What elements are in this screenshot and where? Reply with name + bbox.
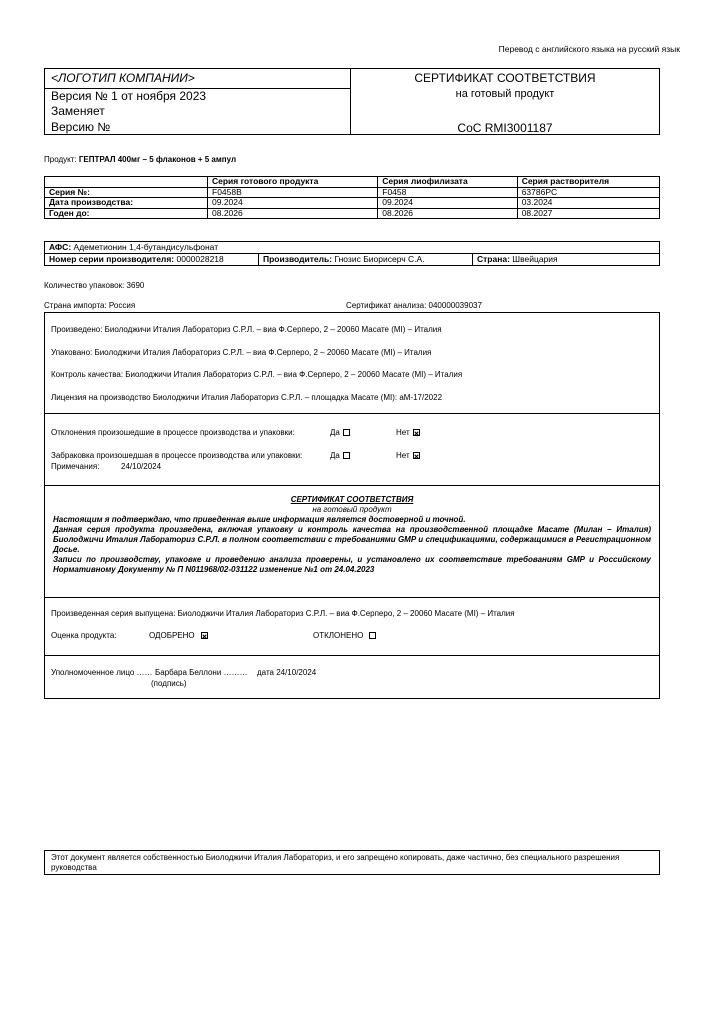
mfr-batch-label: Номер серии производителя: (49, 254, 175, 264)
series-table (44, 176, 660, 219)
released-by: Произведенная серия выпущена: Биолоджичи Италия Лабораториз С.Р.Л. – виа Ф.Серперо, 2 – 20060 Масате (MI) – Италия (51, 609, 515, 618)
country-cell (473, 254, 660, 266)
declaration-title: СЕРТИФИКАТ СООТВЕТСТВИЯ (290, 495, 414, 504)
afs-cell (45, 242, 660, 254)
table-row (45, 254, 660, 266)
signature-date: дата 24/10/2024 (257, 668, 317, 677)
no-label: Нет (396, 428, 410, 437)
ownership-footer: Этот документ является собственностью Биолоджичи Италия Лабораториз, и его запрещено копировать, даже частично, без специального разрешения руководства (44, 850, 660, 875)
company-logo-placeholder: <ЛОГОТИП КОМПАНИИ> (45, 71, 350, 89)
table-row (45, 187, 660, 198)
document-header (44, 68, 660, 135)
qc-site: Контроль качества: Биолоджичи Италия Лабораториз С.Р.Л. – виа Ф.Серперо, 2 – 20060 Масате (MI) – Италия (51, 370, 463, 379)
release-section (45, 597, 659, 656)
import-country: Страна импорта: Россия (44, 301, 136, 310)
declaration-paragraph-2: Данная серия продукта произведена, включая упаковку и контроль качества на производственной площадке Масате (Милан – Италия) Биолоджичи Италия Лабораториз С.Р.Л. в полном соответствии с требованиями GMP и спецификациями, содержащимися в Регистрационном Досье. (53, 525, 651, 554)
version-line: Версия № 1 от ноября 2023 (51, 88, 207, 103)
table-row (45, 198, 660, 209)
table-cell: 08.2027 (517, 208, 659, 219)
series-table-header (45, 177, 660, 188)
packed-site: Упаковано: Биолоджичи Италия Лабораториз С.Р.Л. – виа Ф.Серперо, 2 – 20060 Масате (MI) – Италия (51, 348, 432, 357)
rejected-label: ОТКЛОНЕНО (313, 631, 364, 640)
api-table (44, 241, 660, 266)
manufacturer-value: Гнозис Биорисерч С.А. (334, 254, 425, 264)
header-left (45, 69, 351, 134)
afs-value: Адеметионин 1,4-бутандисульфонат (73, 242, 219, 252)
checkbox-empty-icon[interactable] (343, 429, 350, 436)
import-line (44, 301, 660, 310)
certificate-main-box (44, 312, 660, 699)
rejected-option[interactable] (313, 631, 376, 640)
table-row (45, 242, 660, 254)
checkbox-empty-icon[interactable] (343, 452, 350, 459)
analysis-certificate: Сертификат анализа: 040000039037 (346, 301, 482, 310)
country-label: Страна: (477, 254, 510, 264)
previous-version-line: Версию № (51, 119, 111, 134)
row-label: Серия №: (45, 187, 208, 198)
notes-label: Примечания: (51, 462, 100, 471)
table-cell: 63786PC (517, 187, 659, 198)
signatory-name: Барбара Беллони ……… (155, 668, 248, 677)
replaces-line: Заменяет (51, 104, 105, 118)
mfr-batch-cell (45, 254, 259, 266)
sites-section (45, 313, 659, 414)
checkbox-empty-icon[interactable] (369, 632, 376, 639)
rejection-no-option[interactable] (396, 451, 420, 460)
document-subtitle: на готовый продукт (455, 88, 555, 100)
checkbox-checked-icon[interactable] (413, 452, 420, 459)
pack-count: Количество упаковок: 3690 (44, 281, 145, 290)
approved-option[interactable] (149, 631, 208, 640)
table-cell: 08.2026 (378, 208, 517, 219)
signature-note: (подпись) (151, 679, 187, 688)
deviation-label: Отклонения произошедшие в процессе производства и упаковки: (51, 428, 295, 437)
declaration-section (45, 485, 659, 598)
afs-label: АФС: (49, 242, 72, 252)
declaration-subtitle: на готовый продукт (312, 505, 392, 514)
table-cell: F0458 (378, 187, 517, 198)
declaration-paragraph-3: Записи по производству, упаковке и проведению анализа проверены, и установлено их соответствие требованиям GMP и Российскому Нормативному Документу № П N011968/02-031122 изменение №1 от 24.04.2023 (53, 555, 651, 574)
translation-note: Перевод с английского языка на русский язык (498, 44, 680, 54)
table-cell: 09.2024 (208, 198, 378, 209)
rejection-label: Забраковка произошедшая в процессе производства или упаковки: (51, 451, 303, 460)
manufacturer-cell (259, 254, 473, 266)
no-label: Нет (396, 451, 410, 460)
deviations-section (45, 413, 659, 486)
header-finished-batch: Серия готового продукта (208, 177, 378, 188)
empty-corner-cell (45, 177, 208, 188)
approved-label: ОДОБРЕНО (149, 631, 195, 640)
header-right (351, 69, 659, 134)
table-cell: 08.2026 (208, 208, 378, 219)
table-cell: F0458B (208, 187, 378, 198)
country-value: Швейцария (512, 254, 558, 264)
yes-label: Да (330, 428, 340, 437)
product-name: ГЕПТРАЛ 400мг – 5 флаконов + 5 ампул (78, 155, 237, 164)
product-line (44, 155, 236, 164)
table-cell: 09.2024 (378, 198, 517, 209)
header-solvent-batch: Серия растворителя (517, 177, 659, 188)
declaration-body (53, 495, 651, 575)
product-label: Продукт: (44, 155, 77, 164)
checkbox-checked-icon[interactable] (201, 632, 208, 639)
rejection-yes-option[interactable] (330, 451, 350, 460)
row-label: Дата производства: (45, 198, 208, 209)
table-row (45, 208, 660, 219)
document-title: СЕРТИФИКАТ СООТВЕТСТВИЯ (414, 71, 596, 85)
produced-site: Произведено: Биолоджичи Италия Лабораториз С.Р.Л. – виа Ф.Серперо, 2 – 20060 Масате (MI) – Италия (51, 325, 442, 334)
notes-value: 24/10/2024 (121, 462, 162, 471)
certificate-code: CoC RMI3001187 (457, 121, 553, 135)
deviation-yes-option[interactable] (330, 428, 350, 437)
checkbox-checked-icon[interactable] (413, 429, 420, 436)
manufacturer-label: Производитель: (263, 254, 333, 264)
deviation-no-option[interactable] (396, 428, 420, 437)
yes-label: Да (330, 451, 340, 460)
declaration-paragraph-1: Настоящим я подтверждаю, что приведенная выше информация является достоверной и точной. (53, 515, 466, 524)
row-label: Годен до: (45, 208, 208, 219)
signatory-label: Уполномоченное лицо …… (51, 668, 153, 677)
header-lyophilisate-batch: Серия лиофилизата (378, 177, 517, 188)
mfr-batch-value: 0000028218 (176, 254, 224, 264)
license-line: Лицензия на производство Биолоджичи Италия Лабораториз С.Р.Л. – площадка Масате (MI): aM-17/2022 (51, 393, 443, 402)
signature-section (45, 655, 659, 699)
assessment-label: Оценка продукта: (51, 631, 117, 640)
table-cell: 03.2024 (517, 198, 659, 209)
